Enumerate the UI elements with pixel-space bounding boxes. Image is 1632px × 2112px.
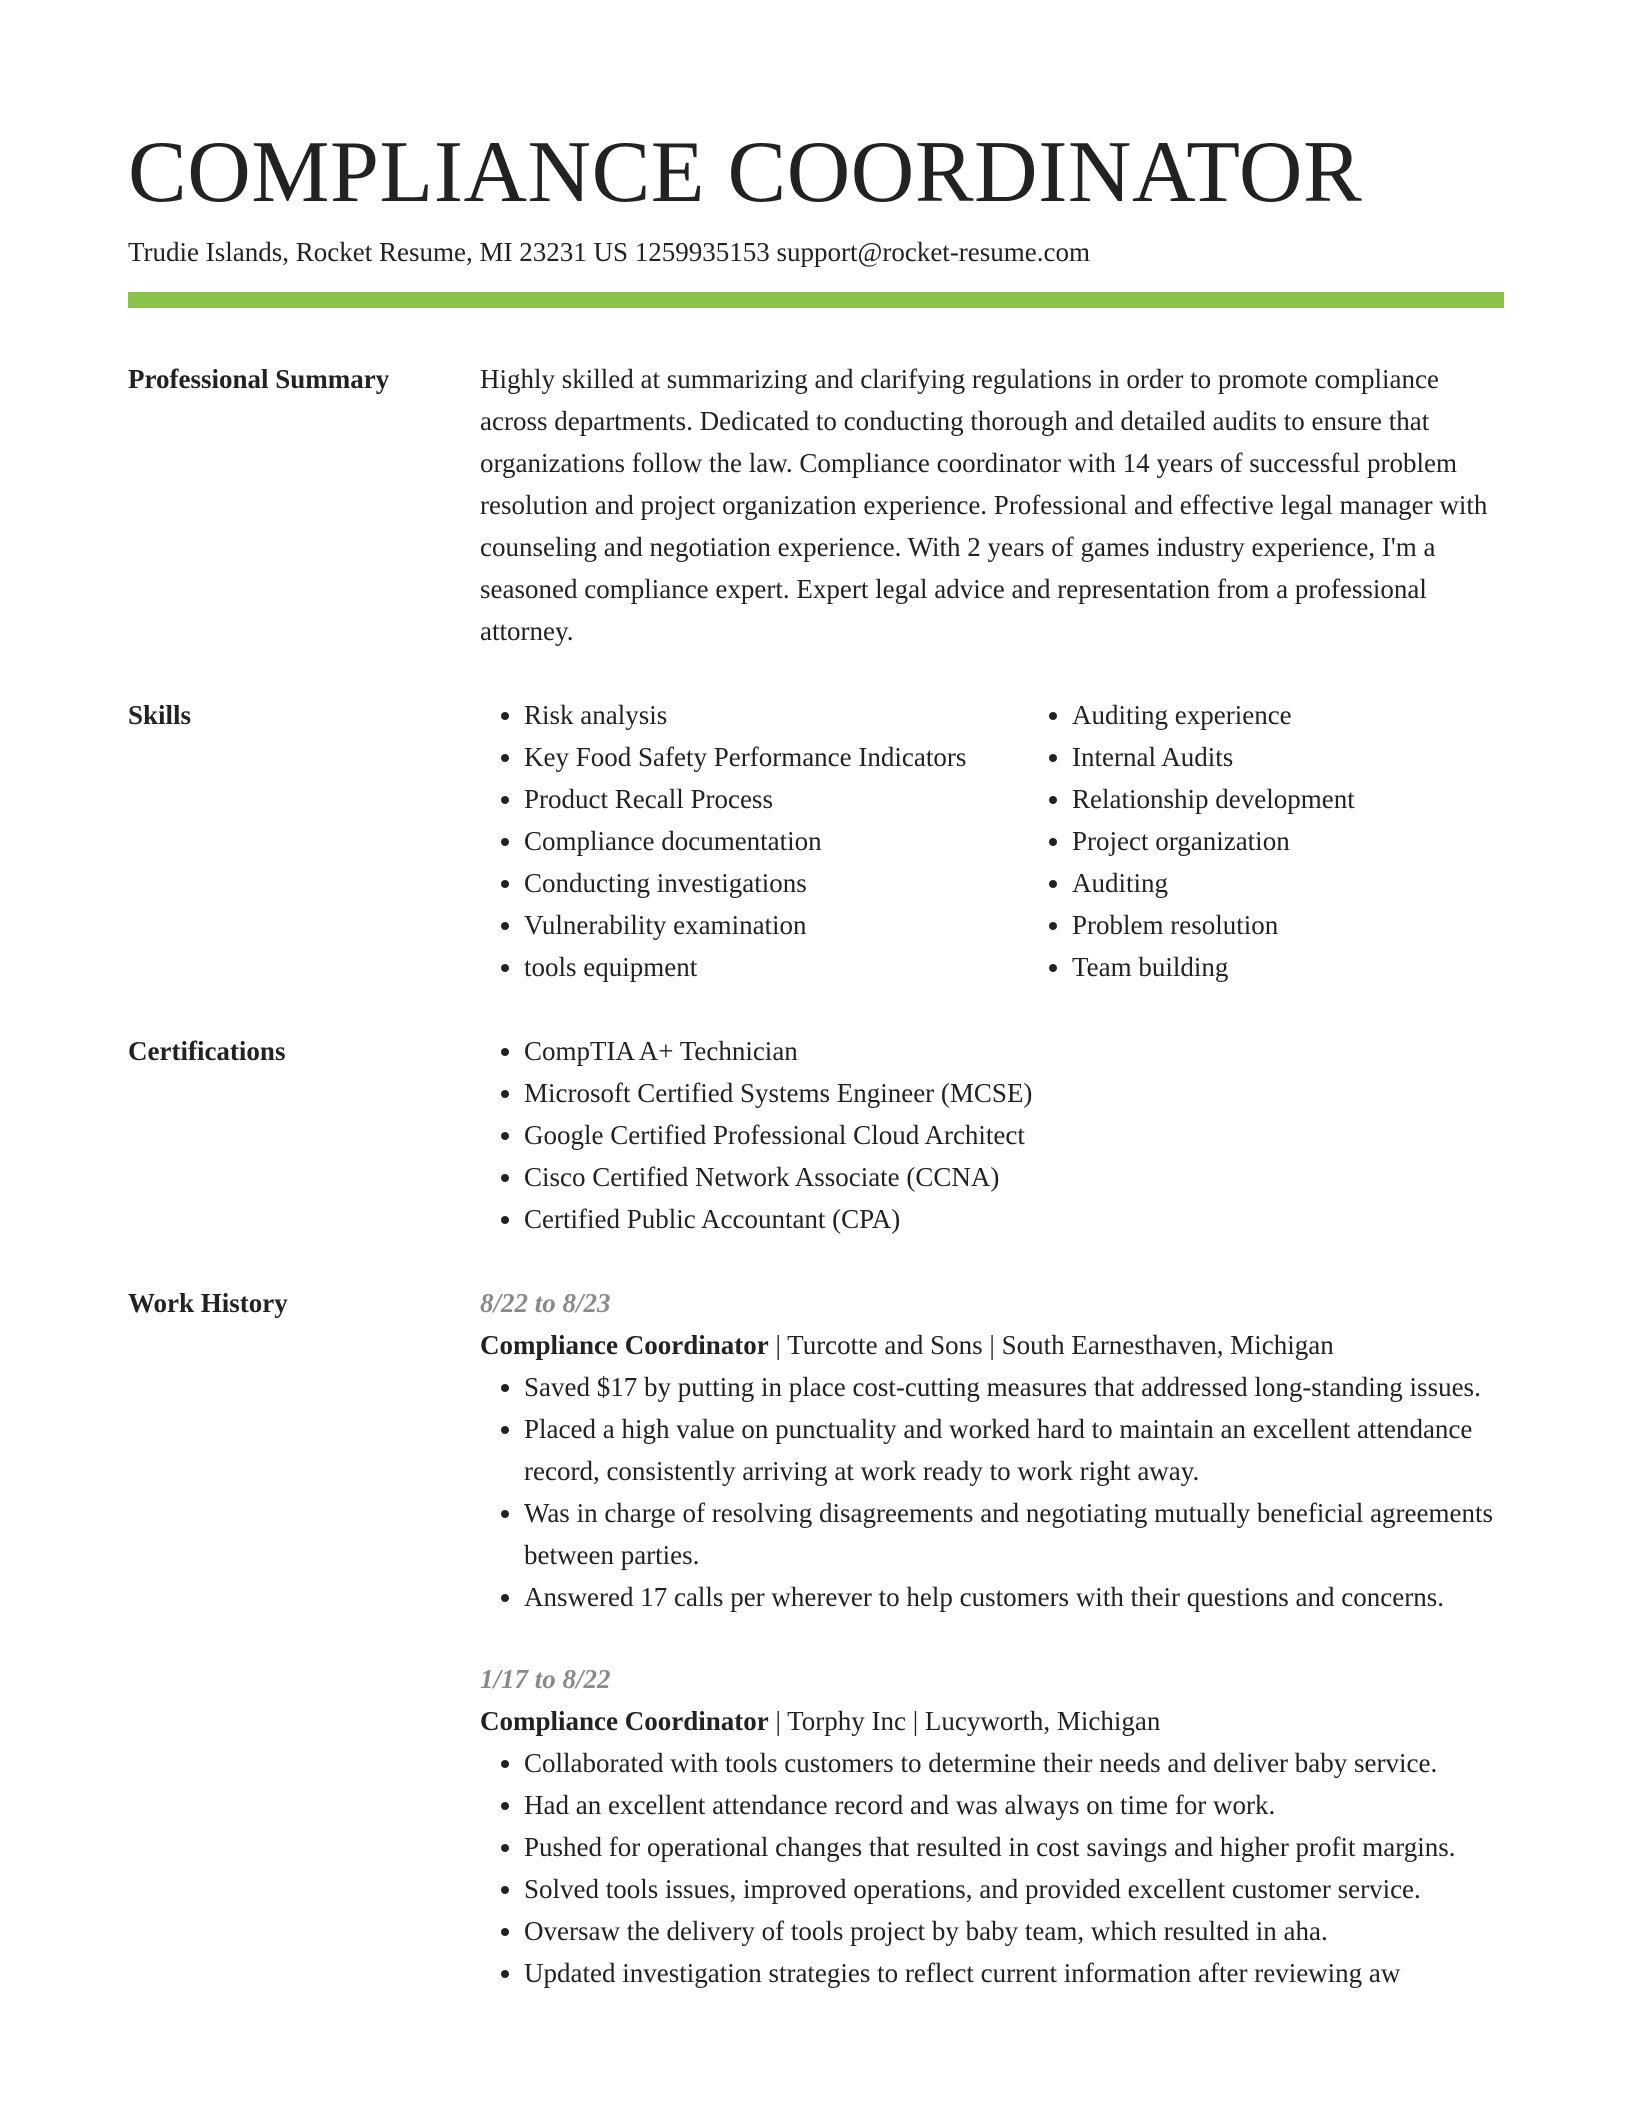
job-entry [480, 1658, 1504, 1994]
section-label: Skills [128, 700, 192, 730]
job-bullet-list [480, 1366, 1504, 1618]
job-bullet: • Collaborated with tools customers to determine their needs and deliver baby service. [524, 1742, 1504, 1784]
job-bullet: • Was in charge of resolving disagreements and negotiating mutually beneficial agreements between parties. [524, 1492, 1504, 1576]
job-bullet-list [480, 1742, 1504, 1994]
skill-item: • Product Recall Process [524, 778, 1028, 820]
skills-list-right [1028, 694, 1552, 988]
certifications-list [480, 1030, 1504, 1240]
job-heading [480, 1700, 1504, 1742]
job-dates: 8/22 to 8/23 [480, 1288, 611, 1318]
job-bullet: • Updated investigation strategies to reflect current information after reviewing aw [524, 1952, 1504, 1994]
certification-item: • CompTIA A+ Technician [524, 1030, 1504, 1072]
skill-item: • Project organization [1072, 820, 1552, 862]
section-content [480, 358, 1504, 652]
certification-item: • Microsoft Certified Systems Engineer (MCSE) [524, 1072, 1504, 1114]
summary-text: Highly skilled at summarizing and clarifying regulations in order to promote compliance across departments. Dedicated to conducting thorough and detailed audits to ensure that organizations follow the law. Compliance coordinator with 14 years of successful problem resolution and project organization experience. Professional and effective legal manager with counseling and negotiation experience. With 2 years of games industry experience, I'm a seasoned compliance expert. Expert legal advice and representation from a professional attorney. [480, 364, 1488, 646]
job-bullet: • Placed a high value on punctuality and worked hard to maintain an excellent attendance record, consistently arriving at work ready to work right away. [524, 1408, 1504, 1492]
skill-item: • Auditing experience [1072, 694, 1552, 736]
section-content [480, 1030, 1504, 1240]
section-skills [128, 694, 1504, 988]
resume-title: COMPLIANCE COORDINATOR [128, 124, 1363, 221]
skills-list-left [480, 694, 1028, 988]
section-label: Professional Summary [128, 364, 390, 394]
accent-divider [128, 292, 1504, 308]
certification-item: • Certified Public Accountant (CPA) [524, 1198, 1504, 1240]
job-bullet: • Solved tools issues, improved operations, and provided excellent customer service. [524, 1868, 1504, 1910]
section-work-history [128, 1282, 1504, 2034]
section-content [480, 1282, 1504, 2034]
job-employer-location: | Turcotte and Sons | South Earnesthaven, Michigan [768, 1330, 1334, 1360]
job-title: Compliance Coordinator [480, 1706, 769, 1736]
skill-item: • Relationship development [1072, 778, 1552, 820]
certification-item: • Google Certified Professional Cloud Architect [524, 1114, 1504, 1156]
skill-item: • tools equipment [524, 946, 1028, 988]
resume-document [128, 118, 1504, 2034]
section-professional-summary [128, 358, 1504, 652]
skill-item: • Auditing [1072, 862, 1552, 904]
contact-line: Trudie Islands, Rocket Resume, MI 23231 US 1259935153 support@rocket-resume.com [128, 237, 1091, 267]
skill-item: • Vulnerability examination [524, 904, 1028, 946]
section-certifications [128, 1030, 1504, 1240]
job-bullet: • Answered 17 calls per wherever to help customers with their questions and concerns. [524, 1576, 1504, 1618]
job-bullet: • Had an excellent attendance record and was always on time for work. [524, 1784, 1504, 1826]
job-entry [480, 1282, 1504, 1618]
section-label: Work History [128, 1288, 288, 1318]
section-label: Certifications [128, 1036, 286, 1066]
job-dates: 1/17 to 8/22 [480, 1664, 611, 1694]
job-bullet: • Oversaw the delivery of tools project by baby team, which resulted in aha. [524, 1910, 1504, 1952]
skill-item: • Conducting investigations [524, 862, 1028, 904]
skill-item: • Key Food Safety Performance Indicators [524, 736, 1028, 778]
skill-item: • Risk analysis [524, 694, 1028, 736]
skill-item: • Compliance documentation [524, 820, 1028, 862]
skill-item: • Internal Audits [1072, 736, 1552, 778]
skill-item: • Problem resolution [1072, 904, 1552, 946]
job-title: Compliance Coordinator [480, 1330, 769, 1360]
certification-item: • Cisco Certified Network Associate (CCNA) [524, 1156, 1504, 1198]
job-heading [480, 1324, 1504, 1366]
job-bullet: • Saved $17 by putting in place cost-cutting measures that addressed long-standing issues. [524, 1366, 1504, 1408]
skill-item: • Team building [1072, 946, 1552, 988]
job-employer-location: | Torphy Inc | Lucyworth, Michigan [768, 1706, 1161, 1736]
skills-grid [480, 694, 1552, 988]
job-bullet: • Pushed for operational changes that resulted in cost savings and higher profit margins. [524, 1826, 1504, 1868]
